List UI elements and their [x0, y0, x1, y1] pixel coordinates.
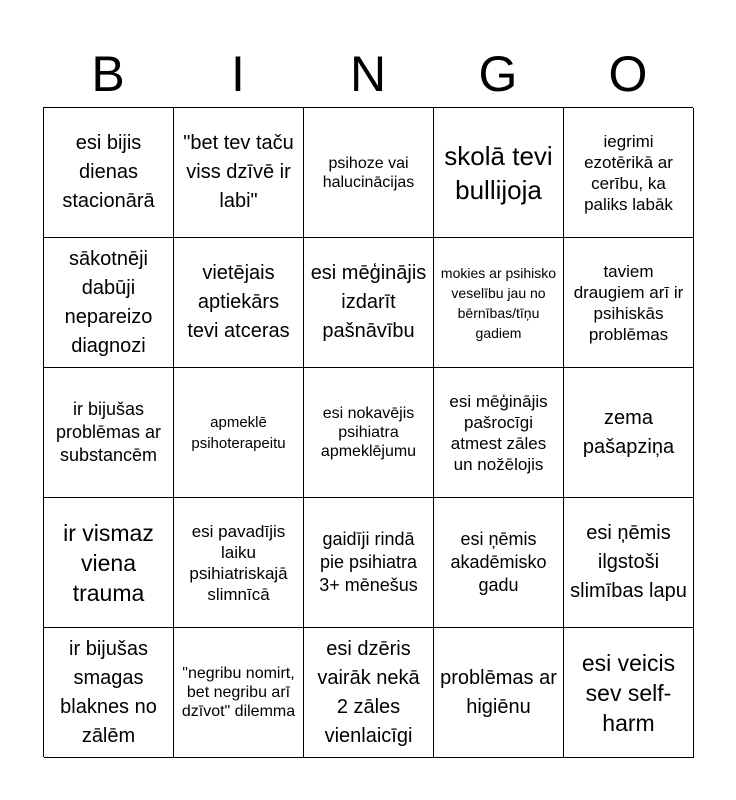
cell-label: iegrimi ezotērikā ar cerību, ka paliks labāk — [584, 131, 673, 214]
cell-label: problēmas ar higiēnu — [440, 666, 557, 718]
header-letter-i: I — [231, 46, 245, 102]
bingo-cell[interactable] — [564, 498, 694, 628]
cell-label: zema pašapziņa — [582, 406, 675, 458]
cell-label: ir bijušas smagas blaknes no zālēm — [60, 637, 157, 747]
bingo-header — [43, 40, 693, 108]
cell-label: esi ņēmis akadēmisko gadu — [450, 529, 547, 595]
bingo-board — [43, 107, 693, 757]
cell-label: sākotnēji dabūji nepareizo diagnozi — [64, 247, 153, 357]
cell-label: taviem draugiem arī ir psihiskās problēmas — [573, 261, 684, 344]
bingo-cell[interactable] — [564, 238, 694, 368]
cell-label: esi pavadījis laiku psihiatriskajā slimnīcā — [189, 521, 288, 604]
bingo-cell[interactable] — [44, 238, 174, 368]
header-letter-b: B — [91, 46, 125, 102]
bingo-cell[interactable] — [434, 368, 564, 498]
bingo-cell[interactable] — [564, 368, 694, 498]
cell-label: psihoze vai halucinācijas — [322, 154, 415, 191]
cell-label: vietējais aptiekārs tevi atceras — [187, 262, 290, 342]
bingo-cell[interactable] — [434, 498, 564, 628]
cell-label: gaidīji rindā pie psihiatra 3+ mēnešus — [319, 529, 418, 595]
cell-label: apmeklē psihoterapeitu — [191, 413, 286, 452]
bingo-cell[interactable] — [44, 108, 174, 238]
bingo-cell[interactable] — [44, 368, 174, 498]
bingo-cell[interactable] — [304, 238, 434, 368]
header-letter-g: G — [478, 46, 518, 102]
cell-label: esi nokavējis psihiatra apmeklējumu — [320, 405, 417, 460]
cell-label: esi dzēris vairāk nekā 2 zāles vienlaicīgi — [317, 637, 420, 747]
bingo-cell[interactable] — [44, 498, 174, 628]
header-letter-o: O — [608, 46, 648, 102]
bingo-cell[interactable] — [564, 628, 694, 758]
header-letter-n: N — [349, 46, 387, 102]
bingo-cell[interactable] — [44, 628, 174, 758]
cell-label: "negribu nomirt, bet negribu arī dzīvot" dilemma — [181, 665, 296, 720]
bingo-cell[interactable] — [174, 108, 304, 238]
bingo-cell[interactable] — [304, 498, 434, 628]
cell-label: esi veicis sev self-harm — [581, 649, 676, 736]
cell-label: mokies ar psihisko veselību jau no bērnības/tīņu gadiem — [440, 264, 557, 341]
bingo-cell[interactable] — [434, 238, 564, 368]
cell-label: ir bijušas problēmas ar substancēm — [55, 399, 162, 465]
bingo-cell[interactable] — [304, 368, 434, 498]
cell-label: "bet tev taču viss dzīvē ir labi" — [183, 132, 294, 212]
bingo-cell[interactable] — [434, 108, 564, 238]
cell-label: ir vismaz viena trauma — [63, 519, 154, 606]
cell-label: esi ņēmis ilgstoši slimības lapu — [570, 522, 687, 602]
bingo-cell[interactable] — [304, 628, 434, 758]
bingo-cell[interactable] — [174, 628, 304, 758]
cell-label: esi bijis dienas stacionārā — [62, 132, 155, 212]
bingo-cell[interactable] — [174, 238, 304, 368]
bingo-cell[interactable] — [434, 628, 564, 758]
bingo-cell[interactable] — [304, 108, 434, 238]
bingo-cell[interactable] — [174, 368, 304, 498]
cell-label: esi mēģinājis izdarīt pašnāvību — [310, 262, 427, 342]
bingo-cell[interactable] — [564, 108, 694, 238]
cell-label: esi mēģinājis pašrocīgi atmest zāles un nožēlojis — [449, 391, 548, 474]
bingo-cell[interactable] — [174, 498, 304, 628]
cell-label: skolā tevi bullijoja — [444, 140, 553, 205]
